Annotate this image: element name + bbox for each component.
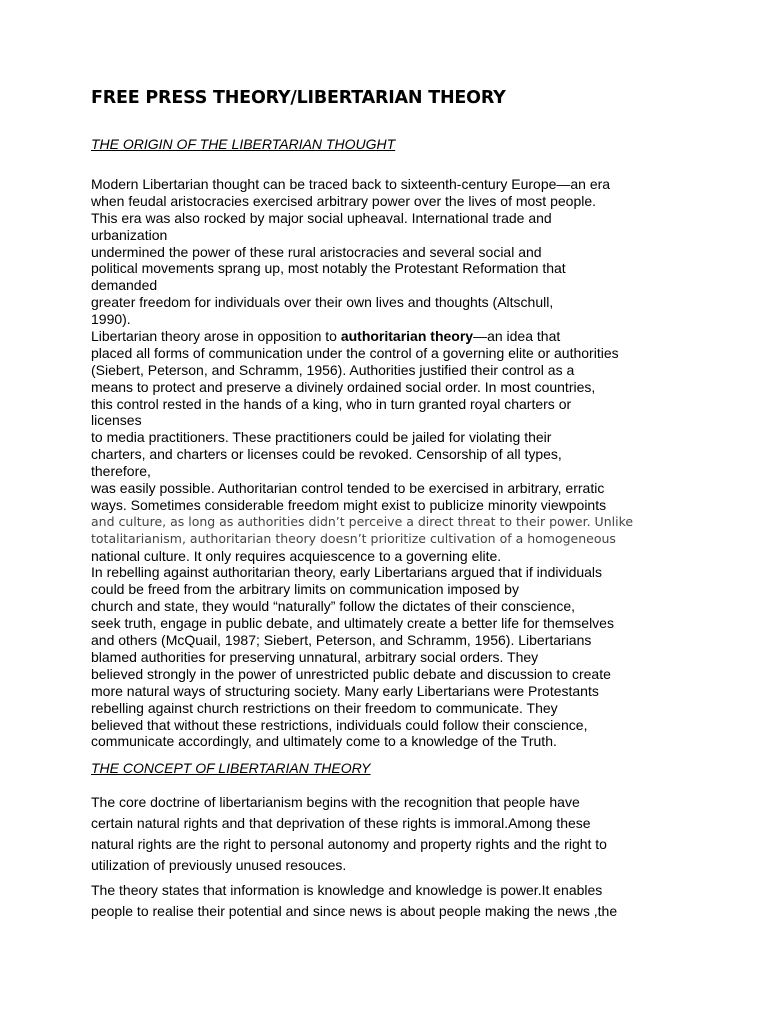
text-line: believed that without these restrictions, individuals could follow their conscience, xyxy=(91,716,588,733)
text-line: therefore, xyxy=(91,463,151,480)
text-line: people to realise their potential and since news is about people making the news ,the xyxy=(91,903,618,919)
text-line: certain natural rights and that deprivation of these rights is immoral.Among these xyxy=(91,815,591,831)
text-line: national culture. It only requires acquiescence to a governing elite. xyxy=(91,547,502,564)
text-line: demanded xyxy=(91,277,158,294)
section-heading-concept: THE CONCEPT OF LIBERTARIAN THEORY xyxy=(91,760,371,776)
text-segment: Libertarian theory arose in opposition to xyxy=(91,328,341,345)
text-line: undermined the power of these rural aristocracies and several social and xyxy=(91,243,542,260)
text-line: ways. Sometimes considerable freedom might exist to publicize minority viewpoints xyxy=(91,496,607,513)
text-line: placed all forms of communication under the control of a governing elite or authorities xyxy=(91,344,619,361)
text-line: this control rested in the hands of a king, who in turn granted royal charters or xyxy=(91,395,572,412)
text-line-with-bold xyxy=(91,328,691,345)
text-line: greater freedom for individuals over their own lives and thoughts (Altschull, xyxy=(91,294,554,311)
bold-term: authoritarian theory xyxy=(340,328,474,345)
text-line: The theory states that information is knowledge and knowledge is power.It enables xyxy=(91,882,603,898)
origin-body-text xyxy=(91,176,691,750)
text-line: This era was also rocked by major social upheaval. International trade and xyxy=(91,209,552,226)
text-line: political movements sprang up, most notably the Protestant Reformation that xyxy=(91,260,566,277)
text-line: was easily possible. Authoritarian control tended to be exercised in arbitrary, erratic xyxy=(91,480,605,497)
text-line: (Siebert, Peterson, and Schramm, 1956). Authorities justified their control as a xyxy=(91,361,575,378)
text-line: In rebelling against authoritarian theory, early Libertarians argued that if individuals xyxy=(91,564,603,581)
text-line: and others (McQuail, 1987; Siebert, Peterson, and Schramm, 1956). Libertarians xyxy=(91,632,592,649)
text-line: licenses xyxy=(91,412,142,429)
text-line: natural rights are the right to personal autonomy and property rights and the right to xyxy=(91,836,607,852)
text-line: urbanization xyxy=(91,226,168,243)
text-line: rebelling against church restrictions on their freedom to communicate. They xyxy=(91,699,558,716)
text-segment: —an idea that xyxy=(473,328,561,345)
text-line: and culture, as long as authorities didn’t perceive a direct threat to their power. Unlike xyxy=(91,513,634,529)
text-line: communicate accordingly, and ultimately come to a knowledge of the Truth. xyxy=(91,733,557,750)
text-line: The core doctrine of libertarianism begins with the recognition that people have xyxy=(91,794,580,810)
text-line: could be freed from the arbitrary limits on communication imposed by xyxy=(91,581,519,598)
text-line: more natural ways of structuring society. Many early Libertarians were Protestants xyxy=(91,682,599,699)
text-line: believed strongly in the power of unrestricted public debate and discussion to create xyxy=(91,665,611,682)
text-line: Modern Libertarian thought can be traced back to sixteenth-century Europe—an era xyxy=(91,176,611,192)
text-line: to media practitioners. These practitioners could be jailed for violating their xyxy=(91,429,552,446)
section-heading-origin: THE ORIGIN OF THE LIBERTARIAN THOUGHT xyxy=(91,136,396,152)
document-title: FREE PRESS THEORY/LIBERTARIAN THEORY xyxy=(91,88,506,108)
text-line: totalitarianism, authoritarian theory doesn’t prioritize cultivation of a homogeneous xyxy=(91,530,616,546)
text-line: 1990). xyxy=(91,311,131,328)
text-line: when feudal aristocracies exercised arbitrary power over the lives of most people. xyxy=(91,192,597,209)
concept-paragraph-1 xyxy=(91,792,607,876)
text-line: means to protect and preserve a divinely ordained social order. In most countries, xyxy=(91,378,596,395)
text-line: charters, and charters or licenses could be revoked. Censorship of all types, xyxy=(91,446,562,463)
text-line: blamed authorities for preserving unnatural, arbitrary social orders. They xyxy=(91,648,539,665)
text-line: utilization of previously unused resouces. xyxy=(91,857,347,873)
text-line: seek truth, engage in public debate, and ultimately create a better life for themselves xyxy=(91,615,614,632)
concept-paragraph-2 xyxy=(91,880,617,922)
text-line: church and state, they would “naturally” follow the dictates of their conscience, xyxy=(91,598,576,615)
